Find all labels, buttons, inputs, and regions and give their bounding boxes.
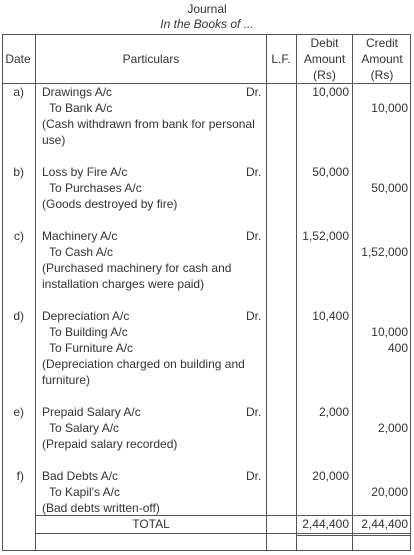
- lf-header: L.F.: [271, 52, 291, 66]
- dr-marker: Dr.: [246, 309, 262, 323]
- narration-line: (Prepaid salary recorded): [42, 437, 178, 451]
- credit-account: To Kapil's A/c: [49, 485, 120, 499]
- dr-marker: Dr.: [246, 165, 262, 179]
- credit-amount: 10,000: [371, 325, 408, 339]
- credit-amount: 2,000: [377, 421, 408, 435]
- table-bottom-border: [2, 550, 411, 551]
- debit-amount: 10,400: [312, 309, 349, 323]
- narration-line: installation charges were paid): [42, 277, 205, 291]
- right-border: [410, 34, 411, 550]
- narration-line: (Bad debts written-off): [42, 501, 160, 515]
- entry-date: a): [13, 85, 24, 99]
- debit-amount: 2,000: [318, 405, 349, 419]
- particulars-header: Particulars: [122, 52, 180, 66]
- credit-account: To Salary A/c: [49, 421, 120, 435]
- debit-header-line2: Amount: [303, 52, 346, 66]
- date-divider: [35, 34, 36, 550]
- credit-amount: 400: [387, 341, 408, 355]
- total-label: TOTAL: [132, 517, 170, 531]
- total-double-rule: [297, 535, 411, 536]
- credit-amount: 10,000: [371, 101, 408, 115]
- dr-marker: Dr.: [246, 229, 262, 243]
- credit-header-line2: Amount: [361, 52, 403, 66]
- credit-account: To Cash A/c: [49, 245, 114, 259]
- credit-amount: 50,000: [371, 181, 408, 195]
- entry-date: b): [13, 165, 24, 179]
- debit-account: Prepaid Salary A/c: [42, 405, 141, 419]
- debit-amount: 50,000: [312, 165, 349, 179]
- total-bottom-border: [36, 533, 411, 534]
- total-credit: 2,44,400: [361, 517, 408, 531]
- dr-marker: Dr.: [246, 85, 262, 99]
- debit-account: Drawings A/c: [42, 85, 113, 99]
- narration-line: use): [42, 133, 66, 147]
- credit-amount: 1,52,000: [361, 245, 408, 259]
- debit-header: [297, 35, 352, 83]
- entry-date: c): [14, 229, 24, 243]
- narration-line: furniture): [42, 373, 91, 387]
- journal-subtitle: In the Books of ...: [160, 17, 254, 31]
- narration-line: (Goods destroyed by fire): [42, 197, 178, 211]
- narration-line: (Cash withdrawn from bank for personal: [42, 117, 255, 131]
- debit-header-line3: (Rs): [313, 68, 336, 82]
- credit-header-line3: (Rs): [370, 68, 394, 82]
- dr-marker: Dr.: [246, 405, 262, 419]
- debit-account: Machinery A/c: [42, 229, 118, 243]
- credit-header-line1: Credit: [365, 36, 398, 50]
- debit-account: Depreciation A/c: [42, 309, 130, 323]
- credit-header: [353, 35, 411, 83]
- debit-amount: 20,000: [312, 469, 349, 483]
- narration-line: (Purchased machinery for cash and: [42, 261, 232, 275]
- debit-account: Loss by Fire A/c: [42, 165, 128, 179]
- debit-header-line1: Debit: [310, 36, 339, 50]
- entry-date: f): [16, 469, 24, 483]
- date-header: Date: [5, 52, 31, 66]
- debit-amount: 10,000: [312, 85, 349, 99]
- credit-account: To Bank A/c: [49, 101, 113, 115]
- total-debit: 2,44,400: [302, 517, 349, 531]
- credit-account: To Purchases A/c: [49, 181, 142, 195]
- entry-date: e): [13, 405, 24, 419]
- credit-account: To Furniture A/c: [49, 341, 134, 355]
- debit-account: Bad Debts A/c: [42, 469, 119, 483]
- dr-marker: Dr.: [246, 469, 262, 483]
- journal-title: Journal: [187, 2, 227, 16]
- credit-amount: 20,000: [371, 485, 408, 499]
- entry-date: d): [13, 309, 24, 323]
- particulars-divider: [266, 34, 267, 550]
- credit-account: To Building A/c: [49, 325, 128, 339]
- debit-amount: 1,52,000: [302, 229, 349, 243]
- narration-line: (Depreciation charged on building and: [42, 357, 245, 371]
